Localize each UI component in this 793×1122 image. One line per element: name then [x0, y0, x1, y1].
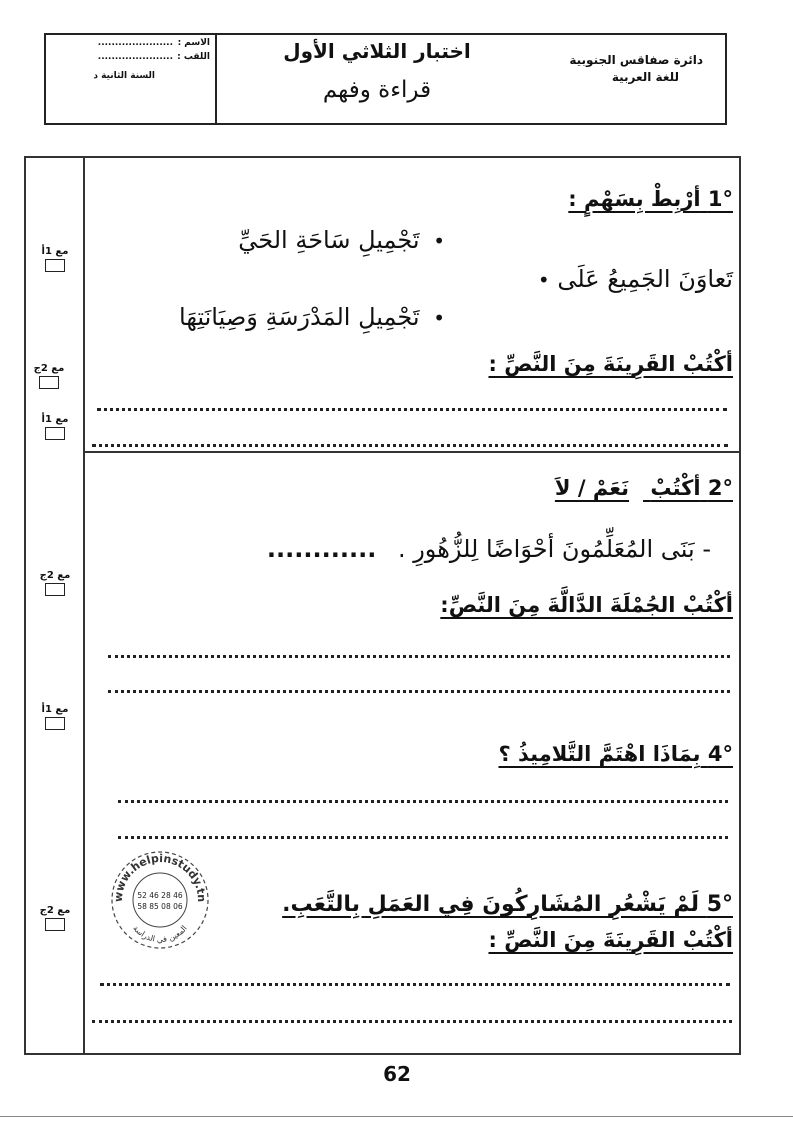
region-line-2: للغة العربية — [611, 70, 679, 84]
exam-header — [44, 33, 727, 125]
q2-sentence-text: - بَنَى المُعَلِّمُونَ أحْوَاضًا لِلزُّهُورِ . — [397, 535, 711, 563]
region-line-1: دائرة صفاقس الجنوبية — [569, 53, 703, 67]
section-separator — [85, 451, 739, 453]
stamp-motto: المعين في الدراسة — [131, 923, 189, 945]
q1-item-left-2 — [179, 303, 445, 331]
answer-line[interactable] — [108, 690, 730, 693]
score-box[interactable] — [45, 427, 65, 440]
q1-heading-text: أرْبِطْ بِسَهْمٍ : — [568, 187, 701, 211]
score-box[interactable] — [45, 583, 65, 596]
score-box[interactable] — [45, 717, 65, 730]
q1-item-right — [532, 265, 733, 293]
q1-number: 1° — [707, 187, 733, 211]
q4-heading — [499, 742, 733, 766]
q1-item-left-2-text: تَجْمِيلِ المَدْرَسَةِ وَصِيَانَتِهَا — [179, 303, 420, 331]
watermark-stamp — [108, 848, 212, 952]
q5-sub-heading: أكْتُبْ القَرِينَةَ مِنَ النَّصِّ : — [488, 928, 733, 952]
bullet-icon: • — [537, 268, 550, 292]
grade-box — [38, 414, 72, 444]
student-cell — [44, 35, 215, 123]
page-number: 62 — [383, 1062, 411, 1086]
q4-number: 4° — [707, 742, 733, 766]
answer-line[interactable] — [92, 444, 728, 447]
q2-answer-blank[interactable]: ............ — [266, 535, 377, 563]
exam-title: اختبار الثلاثي الأول — [283, 39, 471, 63]
grade-box — [38, 570, 72, 600]
answer-line[interactable] — [118, 800, 728, 803]
name-dots: ...................... — [97, 38, 173, 48]
q2-heading — [555, 476, 733, 500]
grade-box — [38, 246, 72, 276]
margin-divider — [83, 156, 85, 1055]
grade-box — [32, 363, 66, 393]
answer-line[interactable] — [118, 836, 728, 839]
region-cell — [537, 35, 725, 123]
bullet-icon: • — [433, 229, 445, 253]
stamp-icon — [108, 848, 212, 952]
grade-box — [38, 704, 72, 734]
q2-number: 2° — [707, 476, 733, 500]
surname-label: اللقب : — [177, 52, 210, 62]
q2-options: نَعَمْ / لاَ — [554, 476, 630, 500]
answer-line[interactable] — [97, 408, 727, 411]
grade-label: مع 2ج — [39, 570, 71, 581]
q5-number: 5° — [706, 892, 733, 917]
score-box[interactable] — [45, 918, 65, 931]
grade-label: مع 1أ — [41, 704, 69, 715]
score-box[interactable] — [45, 259, 65, 272]
class-level: السنة الثانية د — [93, 71, 155, 81]
q2-heading-text: أكْتُبْ — [650, 476, 701, 500]
exam-subject: قراءة وفهم — [322, 77, 432, 103]
bullet-icon: • — [433, 306, 445, 330]
q4-heading-text: بِمَاذَا اهْتَمَّ التَّلامِيذُ ؟ — [498, 742, 701, 766]
q1-item-left-1 — [238, 226, 445, 254]
grade-box — [38, 905, 72, 935]
grade-label: مع 1أ — [41, 246, 69, 257]
answer-line[interactable] — [100, 983, 730, 986]
q1-item-left-1-text: تَجْمِيلِ سَاحَةِ الحَيِّ — [238, 226, 420, 254]
q2-sub-heading: أكْتُبْ الجُمْلَةَ الدَّالَّةَ مِنَ النَّصِّ: — [440, 593, 733, 617]
grade-label: مع 2ج — [33, 363, 65, 374]
grade-label: مع 1أ — [41, 414, 69, 425]
surname-dots: ...................... — [97, 52, 173, 62]
stamp-url: www.helpinstudy.tn — [111, 851, 209, 903]
q1-heading — [568, 187, 733, 211]
bottom-rule — [0, 1116, 793, 1117]
name-label: الاسم : — [177, 38, 210, 48]
q5-heading — [282, 892, 733, 917]
q2-sentence — [267, 535, 711, 563]
title-cell — [215, 35, 537, 123]
grade-label: مع 2ج — [39, 905, 71, 916]
q5-heading-text: لَمْ يَشْعُرِ المُشَارِكُونَ فِي العَمَلِ بِالتَّعَبِ. — [282, 892, 700, 917]
answer-line[interactable] — [108, 655, 730, 658]
score-box[interactable] — [39, 376, 59, 389]
q1-item-right-text: تَعاوَنَ الجَمِيعُ عَلَى — [557, 265, 733, 293]
answer-line[interactable] — [92, 1020, 732, 1023]
q1-sub-heading: أكْتُبْ القَرِينَةَ مِنَ النَّصِّ : — [488, 352, 733, 376]
stamp-phone-2: 58 85 08 06 — [137, 902, 183, 911]
stamp-phone-1: 52 46 28 46 — [137, 891, 183, 900]
